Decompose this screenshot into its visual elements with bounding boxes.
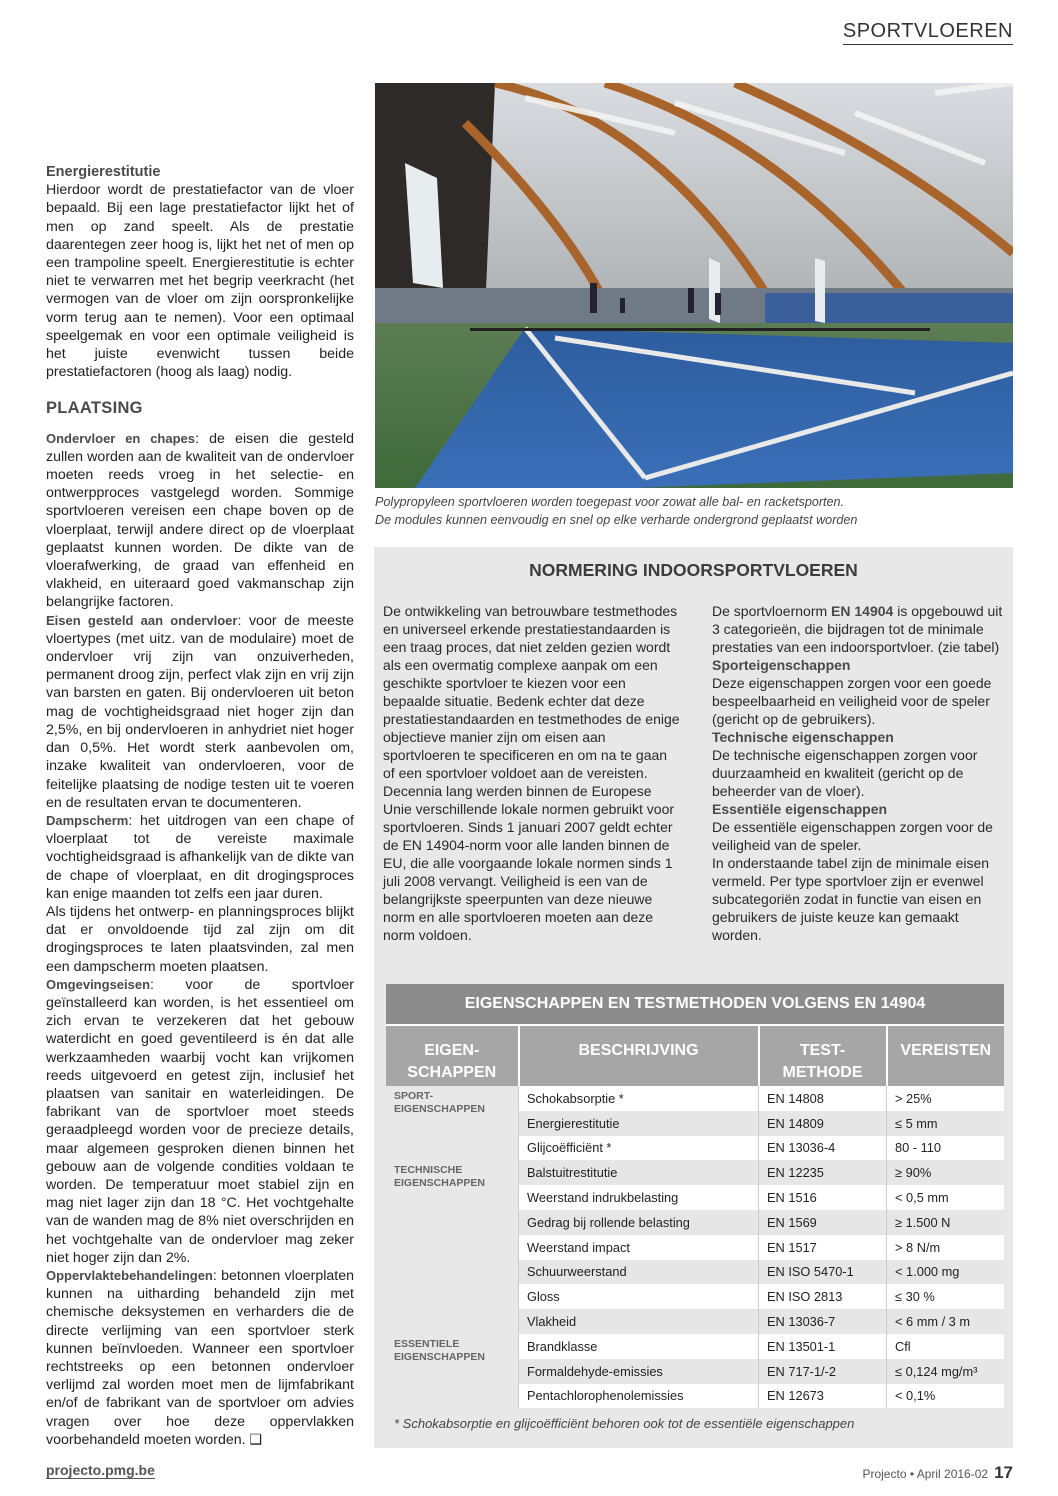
table-row <box>386 1160 1004 1185</box>
norm-column-2 <box>712 602 1007 944</box>
table-header-row <box>386 1025 1004 1086</box>
table-intro-text: In onderstaande tabel zijn de minimale eisen vermeld. Per type sportvloer zijn er evenwel subcategoriën zodat in functie van eisen en gebruikers de juiste keuze kan gemaakt worden. <box>712 855 990 943</box>
description-cell: Gedrag bij rollende belasting <box>519 1210 759 1235</box>
label-eisen: Eisen gesteld aan ondervloer <box>46 612 238 628</box>
label-omgeving: Omgevingseisen <box>46 976 151 992</box>
header-eigenschappen: EIGEN- SCHAPPEN <box>386 1025 519 1086</box>
norm-column-1 <box>383 602 681 944</box>
table-title: EIGENSCHAPPEN EN TESTMETHODEN VOLGENS EN 14904 <box>386 984 1004 1024</box>
requirement-cell: > 8 N/m <box>887 1235 1005 1260</box>
test-method-cell: EN 14809 <box>759 1111 887 1136</box>
requirement-cell: ≥ 90% <box>887 1160 1005 1185</box>
description-cell: Balstuitrestitutie <box>519 1160 759 1185</box>
test-method-cell: EN 14808 <box>759 1086 887 1111</box>
header-testmethode: TEST- METHODE <box>759 1025 887 1086</box>
description-cell: Weerstand indrukbelasting <box>519 1185 759 1210</box>
description-cell: Brandklasse <box>519 1334 759 1359</box>
test-method-cell: EN ISO 5470-1 <box>759 1260 887 1285</box>
left-column <box>46 163 354 1449</box>
requirement-cell: Cfl <box>887 1334 1005 1359</box>
test-method-cell: EN 13036-7 <box>759 1309 887 1334</box>
description-cell: Pentachlorophenolemissies <box>519 1384 759 1409</box>
technische-heading: Technische eigenschappen <box>712 729 894 745</box>
test-method-cell: EN 12673 <box>759 1384 887 1409</box>
caption-line-2: De modules kunnen eenvoudig en snel op elke verharde ondergrond geplaatst worden <box>375 513 858 527</box>
norm-col1-text: De ontwikkeling van betrouwbare testmethodes en universeel erkende prestatiestandaarden is een traag proces, dat niet zelden gezien wordt als een overmatig complexe aanpak om een geschikte sportvloer te kiezen voor een bepaalde situatie. Bedenk echter dat deze prestatiestandaarden en testmethodes de enige objectieve manier zijn om eisen aan sportvloeren te specificeren en om na te gaan of een sportvloer voldoet aan de vereisten. Decennia lang werden binnen de Europese Unie verschillende lokale normen gebruikt voor sportvloeren. Sinds 1 januari 2007 geldt echter de EN 14904-norm voor alle landen binnen de EU, die alle voorgaande lokale normen sinds 1 juli 2008 vervangt. Veiligheid is een van de belangrijkste speerpunten van deze nieuwe norm en alle sportvloeren moeten aan deze norm voldoen. <box>383 603 680 943</box>
label-ondervloer: Ondervloer en chapes <box>46 430 195 446</box>
test-method-cell: EN 1569 <box>759 1210 887 1235</box>
technische-text: De technische eigenschappen zorgen voor duurzaamheid en kwaliteit (gericht op de beheerder van de vloer). <box>712 747 978 799</box>
requirement-cell: < 0,1% <box>887 1384 1005 1409</box>
paragraph-eisen: Eisen gesteld aan ondervloer: voor de meeste vloertypes (met uitz. van de modulaire) moet de ondervloer vrij zijn van onzuiverheden, permanent droog zijn, perfect vlak zijn en vrij zijn van barsten en gaten. Bij ondervloeren uit beton mag de vochtigheidsgraad niet hoger zijn dan 2,5%, en bij ondervloeren in anhydriet niet hoger dan 0,5%. Het wordt sterk aanbevolen om, inzake kwaliteit van ondervloeren, voor de feitelijke plaatsing de nodige testen uit te voeren en de resultaten ervan te documenteren. <box>46 612 354 811</box>
test-method-cell: EN 1516 <box>759 1185 887 1210</box>
norm-col2-intro: De sportvloernorm EN 14904 is opgebouwd uit 3 categorieën, die bijdragen tot de minimale prestaties van een indoorsportvloer. (zie tabel) <box>712 603 1003 655</box>
table-grid <box>386 1024 1004 1408</box>
description-cell: Formaldehyde-emissies <box>519 1359 759 1384</box>
norm-title: NORMERING INDOORSPORTVLOEREN <box>529 560 858 580</box>
properties-table <box>386 984 1004 1408</box>
requirement-cell: < 1.000 mg <box>887 1260 1005 1285</box>
requirement-cell: < 0,5 mm <box>887 1185 1005 1210</box>
requirement-cell: 80 - 110 <box>887 1136 1005 1161</box>
description-cell: Glijcoëfficiënt * <box>519 1136 759 1161</box>
page-number: 17 <box>994 1463 1013 1482</box>
requirement-cell: > 25% <box>887 1086 1005 1111</box>
category-cell: SPORT- EIGENSCHAPPEN <box>386 1086 519 1160</box>
caption-line-1: Polypropyleen sportvloeren worden toegepast voor zowat alle bal- en racketsporten. <box>375 495 845 509</box>
table-footnote: * Schokabsorptie en glijcoëfficiënt behoren ook tot de essentiële eigenschappen <box>394 1416 855 1431</box>
table-row <box>386 1334 1004 1359</box>
label-dampscherm: Dampscherm <box>46 812 129 828</box>
paragraph-ondervloer: Ondervloer en chapes: de eisen die gesteld zullen worden aan de kwaliteit van de ondervloer moeten reeds vroeg in het selectie- en ontwerpproces vastgelegd worden. Sommige sportvloeren vereisen een chape boven op de vloerplaat, terwijl andere direct op de vloerplaat geplaatst kunnen worden. De dikte van de vloerafwerking, de graad van effenheid en vlakheid, en uiteraard goed vakmanschap zijn belangrijke factoren. <box>46 430 354 611</box>
requirement-cell: < 6 mm / 3 m <box>887 1309 1005 1334</box>
description-cell: Weerstand impact <box>519 1235 759 1260</box>
footer-issue: Projecto • April 2016-02 <box>862 1467 989 1481</box>
table-row <box>386 1086 1004 1111</box>
sports-hall-photo <box>375 83 1013 488</box>
footer-info <box>862 1463 1013 1483</box>
test-method-cell: EN 12235 <box>759 1160 887 1185</box>
essentiele-text: De essentiële eigenschappen zorgen voor de veiligheid van de speler. <box>712 819 993 853</box>
header-beschrijving: BESCHRIJVING <box>519 1025 759 1086</box>
test-method-cell: EN ISO 2813 <box>759 1284 887 1309</box>
requirement-cell: ≥ 1.500 N <box>887 1210 1005 1235</box>
plaatsing-heading: PLAATSING <box>46 399 143 418</box>
test-method-cell: EN 13501-1 <box>759 1334 887 1359</box>
category-cell: ESSENTIELE EIGENSCHAPPEN <box>386 1334 519 1408</box>
table-body <box>386 1086 1004 1408</box>
category-cell: TECHNISCHE EIGENSCHAPPEN <box>386 1160 519 1334</box>
paragraph-dampscherm-2: Als tijdens het ontwerp- en planningsproces blijkt dat er onvoldoende tijd zal zijn om dit drogingsproces te laten plaatsvinden, zal men een dampscherm moeten plaatsen. <box>46 903 354 975</box>
description-cell: Vlakheid <box>519 1309 759 1334</box>
paragraph-dampscherm: Dampscherm: het uitdrogen van een chape of vloerplaat tot de vereiste maximale vochtigheidsgraad is afhankelijk van de dikte van de chape of vloerplaat, en dit drogingsproces kan enige maanden tot zelfs een jaar duren. <box>46 812 354 902</box>
paragraph-oppervlakte: Oppervlaktebehandelingen: betonnen vloerplaten kunnen na uitharding behandeld zijn met chemische deksystemen en verharders die de directe verlijming van een sportvloer sterk kunnen beïnvloeden. Wanneer een sportvloer rechtstreeks op een betonnen ondervloer verlijmd zal worden moet men de lijmfabrikant en/of de fabrikant van de sportvloer om advies vragen over hoe deze oppervlakken voorbehandeld moeten worden. ❑ <box>46 1267 354 1448</box>
section-label: SPORTVLOEREN <box>843 20 1013 45</box>
requirement-cell: ≤ 5 mm <box>887 1111 1005 1136</box>
test-method-cell: EN 1517 <box>759 1235 887 1260</box>
paragraph-omgeving: Omgevingseisen: voor de sportvloer geïnstalleerd kan worden, is het essentieel om zich ervan te verzekeren dat het gebouw waterdicht en goed geventileerd is én dat alle werkzaamheden waarbij vocht kan vrijkomen reeds uitgevoerd en getest zijn, inclusief het plaatsen van sanitair en waterleidingen. De fabrikant van de sportvloer moet steeds geraadpleegd worden voor de precieze details, maar algemeen gesproken dienen binnen het gebouw aan de volgende condities voldaan te worden. De temperatuur moet stabiel zijn en mag niet lager zijn dan 18 °C. Het vochtgehalte van de wanden mag de 8% niet overschrijden en het vochtgehalte van de ondervloer mag zeker niet hoger zijn dan 2%. <box>46 976 354 1266</box>
energie-heading: Energierestitutie <box>46 164 161 180</box>
description-cell: Energierestitutie <box>519 1111 759 1136</box>
description-cell: Schokabsorptie * <box>519 1086 759 1111</box>
test-method-cell: EN 13036-4 <box>759 1136 887 1161</box>
description-cell: Gloss <box>519 1284 759 1309</box>
sport-heading: Sporteigenschappen <box>712 657 851 673</box>
energie-text: Hierdoor wordt de prestatiefactor van de vloer bepaald. Bij een lage prestatiefactor lijkt het of men op zand speelt. Als de prestatie daarentegen zeer hoog is, lijkt het net of men op een trampoline speelt. Energierestitutie is echter niet te verwarren met het begrip veerkracht (het vermogen van de vloer om zijn oorspronkelijke vorm terug aan te nemen). Voor een optimaal speelgemak en voor een optimale veiligheid is het juiste evenwicht tussen beide prestatiefactoren (hoog als laag) nodig. <box>46 182 354 381</box>
header-vereisten: VEREISTEN <box>887 1025 1005 1086</box>
sport-text: Deze eigenschappen zorgen voor een goede bespeelbaarheid en veiligheid voor de speler (gericht op de gebruikers). <box>712 675 992 727</box>
essentiele-heading: Essentiële eigenschappen <box>712 801 888 817</box>
description-cell: Schuurweerstand <box>519 1260 759 1285</box>
requirement-cell: ≤ 30 % <box>887 1284 1005 1309</box>
footer-website[interactable]: projecto.pmg.be <box>46 1462 155 1478</box>
photo-caption <box>375 493 1015 529</box>
label-oppervlakte: Oppervlaktebehandelingen <box>46 1267 213 1283</box>
test-method-cell: EN 717-1/-2 <box>759 1359 887 1384</box>
requirement-cell: ≤ 0,124 mg/m³ <box>887 1359 1005 1384</box>
